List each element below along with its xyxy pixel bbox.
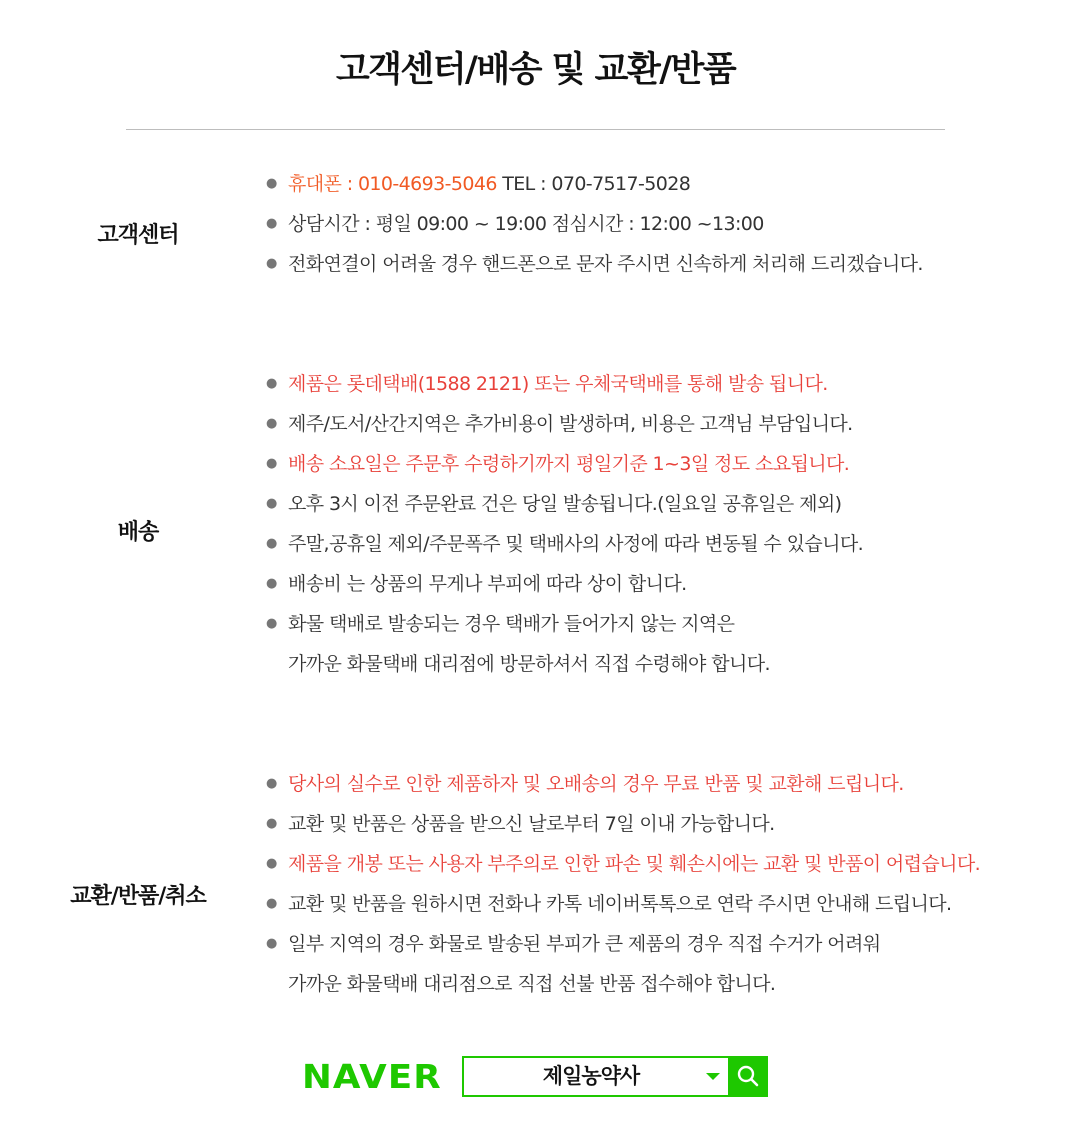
return-contact-text: 교환 및 반품을 원하시면 전화나 카톡 네이버톡톡으로 연락 주시면 안내해 드립니다. (288, 893, 952, 915)
naver-logo: NAVER (302, 1057, 442, 1096)
damage-policy-text: 제품을 개봉 또는 사용자 부주의로 인한 파손 및 훼손시에는 교환 및 반품이 어렵습니다. (288, 853, 981, 875)
freight-delivery-line-2: 가까운 화물택배 대리점에 방문하셔서 직접 수령해야 합니다. (288, 653, 770, 675)
bullet-icon: ● (266, 456, 277, 471)
bullet-icon: ● (266, 776, 277, 791)
freight-delivery-line-1: 화물 택배로 발송되는 경우 택배가 들어가지 않는 지역은 (288, 613, 735, 635)
bullet-icon: ● (266, 256, 277, 271)
shipping-extra-cost-text: 제주/도서/산간지역은 추가비용이 발생하며, 비용은 고객님 부담입니다. (288, 413, 853, 435)
freight-delivery-text (288, 604, 770, 675)
same-day-dispatch-text: 오후 3시 이전 주문완료 건은 당일 발송됩니다.(일요일 공휴일은 제외) (288, 493, 842, 515)
bullet-icon: ● (266, 576, 277, 591)
bullet-icon: ● (266, 896, 277, 911)
telephone-text: TEL : 070-7517-5028 (496, 173, 691, 195)
bullet-icon: ● (266, 496, 277, 511)
naver-search-button[interactable] (728, 1056, 768, 1097)
contact-note-text: 전화연결이 어려울 경우 핸드폰으로 문자 주시면 신속하게 처리해 드리겠습니다. (288, 253, 923, 275)
bullet-icon: ● (266, 216, 277, 231)
shipping-carrier-text: 제품은 롯데택배(1588 2121) 또는 우체국택배를 통해 발송 됩니다. (288, 373, 828, 395)
bullet-icon: ● (266, 536, 277, 551)
bullet-icon: ● (266, 376, 277, 391)
return-period-text: 교환 및 반품은 상품을 받으신 날로부터 7일 이내 가능합니다. (288, 813, 775, 835)
section-label-exchange-return: 교환/반품/취소 (70, 884, 206, 909)
section-label-customer-center: 고객센터 (97, 223, 179, 248)
defect-exchange-text: 당사의 실수로 인한 제품하자 및 오배송의 경우 무료 반품 및 교환해 드립니다. (288, 773, 904, 795)
page-title: 고객센터/배송 및 교환/반품 (335, 50, 736, 90)
consult-hours-text: 상담시간 : 평일 09:00 ~ 19:00 점심시간 : 12:00 ~13:00 (288, 213, 764, 235)
shipping-fee-text: 배송비 는 상품의 무게나 부피에 따라 상이 합니다. (288, 573, 687, 595)
bullet-icon: ● (266, 856, 277, 871)
bullet-icon: ● (266, 176, 277, 191)
naver-search-input[interactable] (462, 1056, 730, 1097)
bullet-icon: ● (266, 616, 277, 631)
mobile-phone-text: 휴대폰 : 010-4693-5046 (288, 173, 497, 195)
shipping-duration-text: 배송 소요일은 주문후 수령하기까지 평일기준 1~3일 정도 소요됩니다. (288, 453, 850, 475)
triangle-down-icon[interactable] (706, 1073, 720, 1080)
bullet-icon: ● (266, 416, 277, 431)
freight-return-line-1: 일부 지역의 경우 화물로 발송된 부피가 큰 제품의 경우 직접 수거가 어려워 (288, 933, 881, 955)
freight-return-text (288, 924, 881, 995)
naver-search-text: 제일농약사 (542, 1064, 640, 1088)
section-label-shipping: 배송 (117, 520, 159, 545)
title-divider (126, 129, 945, 130)
schedule-change-text: 주말,공휴일 제외/주문폭주 및 택배사의 사정에 따라 변동될 수 있습니다. (288, 533, 864, 555)
bullet-icon: ● (266, 936, 277, 951)
magnifier-icon (736, 1064, 760, 1088)
freight-return-line-2: 가까운 화물택배 대리점으로 직접 선불 반품 접수해야 합니다. (288, 973, 776, 995)
bullet-icon: ● (266, 816, 277, 831)
